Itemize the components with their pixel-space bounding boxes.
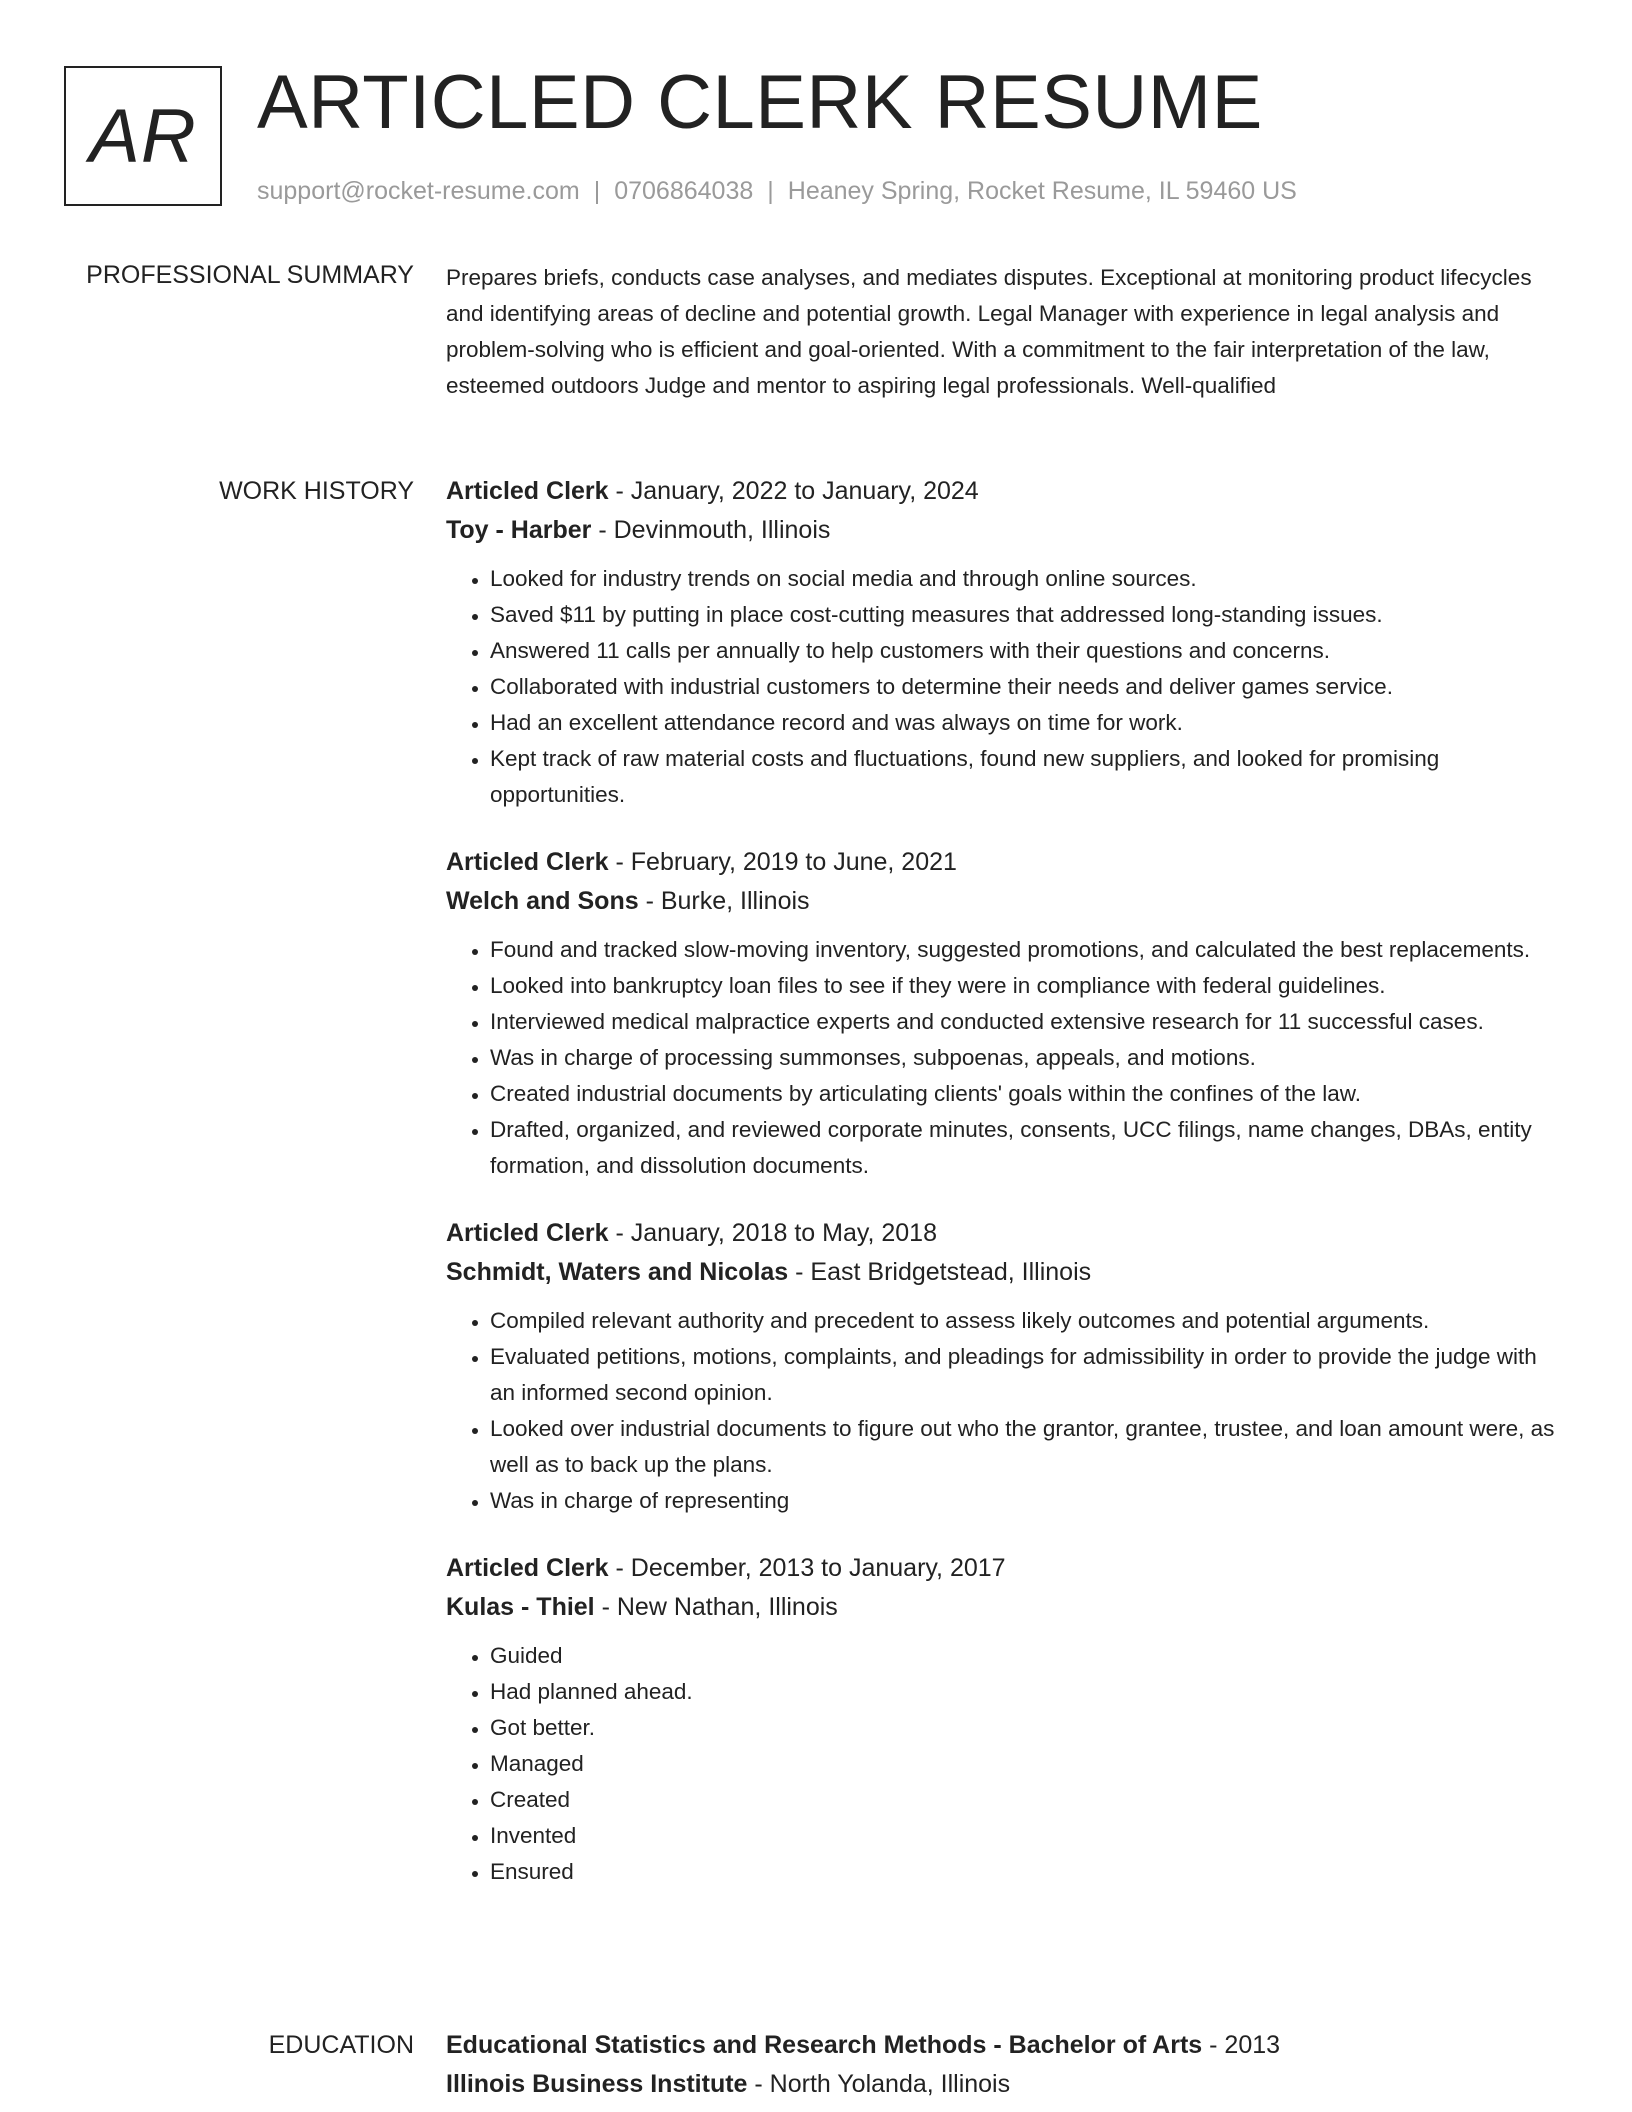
education-year: - 2013 bbox=[1202, 2031, 1281, 2059]
job-bullets bbox=[446, 561, 1566, 813]
contact-separator: | bbox=[767, 177, 774, 205]
contact-email: support@rocket-resume.com bbox=[257, 177, 580, 205]
job-bullet: • Had an excellent attendance record and was always on time for work. bbox=[490, 705, 1566, 741]
job-entry bbox=[446, 845, 1566, 1184]
job-location: - Devinmouth, Illinois bbox=[591, 516, 831, 544]
job-location: - New Nathan, Illinois bbox=[594, 1593, 838, 1621]
job-company: Welch and Sons bbox=[446, 887, 639, 915]
job-title: Articled Clerk bbox=[446, 1219, 609, 1247]
job-title: Articled Clerk bbox=[446, 1554, 609, 1582]
job-location: - Burke, Illinois bbox=[638, 887, 810, 915]
job-bullet: • Created bbox=[490, 1782, 1566, 1818]
job-dates: - December, 2013 to January, 2017 bbox=[608, 1554, 1006, 1582]
job-entry bbox=[446, 474, 1566, 813]
job-bullet: • Got better. bbox=[490, 1710, 1566, 1746]
job-bullet: • Evaluated petitions, motions, complaints, and pleadings for admissibility in order to provide the judge with an informed second opinion. bbox=[490, 1339, 1566, 1411]
job-bullet: • Looked for industry trends on social media and through online sources. bbox=[490, 561, 1566, 597]
job-bullet: • Had planned ahead. bbox=[490, 1674, 1566, 1710]
job-bullet: • Was in charge of representing bbox=[490, 1483, 1566, 1519]
education-degree-line bbox=[446, 2028, 1566, 2062]
job-title: Articled Clerk bbox=[446, 477, 609, 505]
job-dates: - January, 2022 to January, 2024 bbox=[608, 477, 979, 505]
job-entry bbox=[446, 1551, 1566, 1890]
job-title: Articled Clerk bbox=[446, 848, 609, 876]
job-bullet: • Collaborated with industrial customers to determine their needs and deliver games service. bbox=[490, 669, 1566, 705]
job-company: Schmidt, Waters and Nicolas bbox=[446, 1258, 789, 1286]
job-company-line bbox=[446, 1255, 1566, 1289]
work-history-body bbox=[446, 474, 1566, 1890]
job-bullet: • Kept track of raw material costs and fluctuations, found new suppliers, and looked for promising opportunities. bbox=[490, 741, 1566, 813]
job-company: Kulas - Thiel bbox=[446, 1593, 595, 1621]
education-school: Illinois Business Institute bbox=[446, 2070, 748, 2098]
monogram: AR bbox=[64, 66, 222, 206]
job-bullets bbox=[446, 932, 1566, 1184]
job-company-line bbox=[446, 1590, 1566, 1624]
contact-line bbox=[257, 174, 1297, 208]
summary-text: Prepares briefs, conducts case analyses, and mediates disputes. Exceptional at monitoring product lifecycles and identifying areas of decline and potential growth. Legal Manager with experience in legal analysis and problem-solving who is efficient and goal-oriented. With a commitment to the fair interpretation of the law, esteemed outdoors Judge and mentor to aspiring legal professionals. Well-qualified bbox=[446, 265, 1532, 398]
education-degree: Educational Statistics and Research Methods - Bachelor of Arts bbox=[446, 2031, 1203, 2059]
job-title-line bbox=[446, 1216, 1566, 1250]
job-title-line bbox=[446, 474, 1566, 508]
job-bullet: • Invented bbox=[490, 1818, 1566, 1854]
job-company-line bbox=[446, 884, 1566, 918]
education-body bbox=[446, 2028, 1566, 2101]
contact-separator: | bbox=[593, 177, 601, 205]
job-bullet: • Found and tracked slow-moving inventory, suggested promotions, and calculated the best replacements. bbox=[490, 932, 1566, 968]
job-bullet: • Was in charge of processing summonses, subpoenas, appeals, and motions. bbox=[490, 1040, 1566, 1076]
education-location: - North Yolanda, Illinois bbox=[747, 2070, 1011, 2098]
job-company: Toy - Harber bbox=[446, 516, 592, 544]
education-school-line bbox=[446, 2067, 1566, 2101]
job-bullet: • Ensured bbox=[490, 1854, 1566, 1890]
job-bullet: • Compiled relevant authority and precedent to assess likely outcomes and potential arguments. bbox=[490, 1303, 1566, 1339]
job-dates: - January, 2018 to May, 2018 bbox=[608, 1219, 937, 1247]
job-bullet: • Managed bbox=[490, 1746, 1566, 1782]
job-title-line bbox=[446, 1551, 1566, 1585]
job-company-line bbox=[446, 513, 1566, 547]
job-bullets bbox=[446, 1303, 1566, 1519]
job-bullet: • Drafted, organized, and reviewed corporate minutes, consents, UCC filings, name changes, DBAs, entity formation, and dissolution documents. bbox=[490, 1112, 1566, 1184]
job-bullet: • Created industrial documents by articulating clients' goals within the confines of the law. bbox=[490, 1076, 1566, 1112]
job-bullets bbox=[446, 1638, 1566, 1890]
resume-title: ARTICLED CLERK RESUME bbox=[257, 60, 1263, 145]
summary-body bbox=[446, 258, 1566, 404]
job-dates: - February, 2019 to June, 2021 bbox=[608, 848, 957, 876]
job-location: - East Bridgetstead, Illinois bbox=[788, 1258, 1092, 1286]
job-entry bbox=[446, 1216, 1566, 1519]
contact-phone: 0706864038 bbox=[614, 177, 754, 205]
job-bullet: • Looked into bankruptcy loan files to see if they were in compliance with federal guidelines. bbox=[490, 968, 1566, 1004]
work-history-label: WORK HISTORY bbox=[219, 477, 414, 505]
job-bullet: • Looked over industrial documents to figure out who the grantor, grantee, trustee, and loan amount were, as well as to back up the plans. bbox=[490, 1411, 1566, 1483]
job-title-line bbox=[446, 845, 1566, 879]
job-bullet: • Answered 11 calls per annually to help customers with their questions and concerns. bbox=[490, 633, 1566, 669]
job-bullet: • Saved $11 by putting in place cost-cutting measures that addressed long-standing issues. bbox=[490, 597, 1566, 633]
job-bullet: • Interviewed medical malpractice experts and conducted extensive research for 11 successful cases. bbox=[490, 1004, 1566, 1040]
contact-address: Heaney Spring, Rocket Resume, IL 59460 US bbox=[787, 177, 1297, 205]
job-bullet: • Guided bbox=[490, 1638, 1566, 1674]
summary-label: PROFESSIONAL SUMMARY bbox=[86, 261, 414, 289]
education-label: EDUCATION bbox=[268, 2031, 414, 2059]
